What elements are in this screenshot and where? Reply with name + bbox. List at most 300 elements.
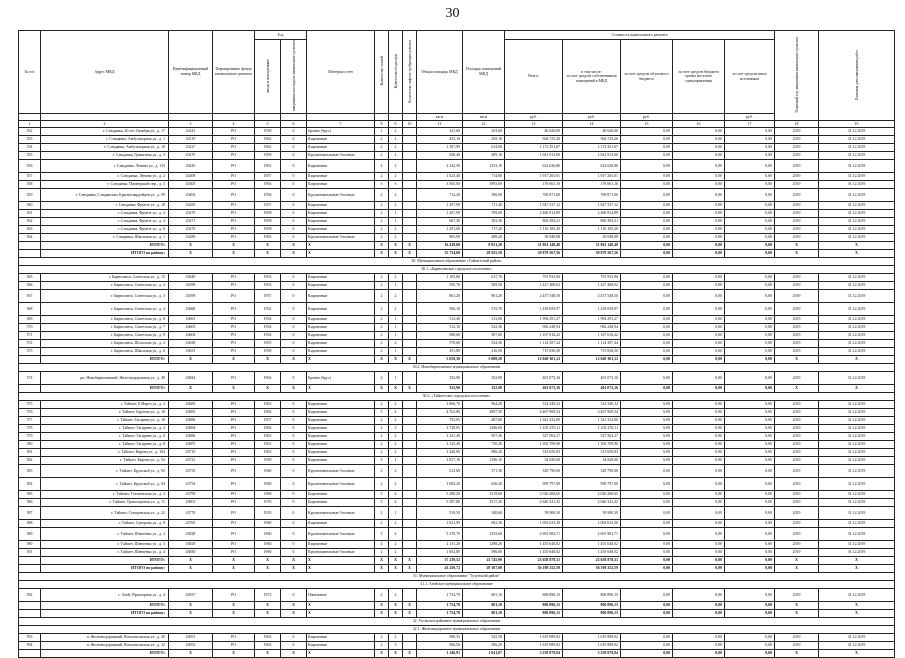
table-cell: 0,00: [621, 348, 673, 356]
table-cell: 507,60: [463, 332, 505, 340]
header-no: № п/п: [19, 31, 41, 114]
table-cell: [19, 565, 41, 573]
table-cell: Кирпичные: [307, 634, 375, 642]
table-cell: 31.12.2019: [819, 478, 895, 491]
table-cell: 1 021,90: [417, 520, 463, 528]
table-cell: 487,80: [463, 417, 505, 425]
table-cell: 1963: [255, 181, 281, 189]
table-cell: 0,00: [673, 181, 725, 189]
table-cell: X: [213, 602, 255, 610]
table-cell: 0: [281, 340, 307, 348]
table-cell: 715 836,50: [563, 348, 621, 356]
table-cell: X: [389, 650, 403, 658]
table-cell: 2: [375, 372, 389, 385]
table-cell: 2: [389, 441, 403, 449]
table-cell: 2: [375, 401, 389, 409]
table-cell: 31.12.2019: [819, 372, 895, 385]
table-cell: 0: [281, 210, 307, 218]
table-cell: РО: [213, 181, 255, 189]
table-cell: 4: [389, 499, 403, 507]
table-cell: Крупнопанельные/ блочные: [307, 507, 375, 520]
table-cell: 1960: [255, 549, 281, 557]
table-cell: [403, 499, 417, 507]
header-total: Всего:: [505, 40, 563, 114]
table-cell: 43937: [169, 589, 213, 602]
table-cell: 2: [375, 152, 389, 160]
header-year-completion: Плановый год завершения капитального ремонта: [775, 31, 819, 121]
table-cell: 31.12.2019: [819, 589, 895, 602]
table-cell: 554: [19, 144, 41, 152]
table-cell: 0,00: [725, 385, 775, 393]
table-cell: 31.12.2019: [819, 491, 895, 499]
table-cell: 1 392 709,90: [505, 441, 563, 449]
unit-rub2: руб.: [563, 114, 621, 121]
table-cell: 2019: [775, 282, 819, 290]
table-cell: 1 082,20: [417, 478, 463, 491]
table-cell: 0,00: [673, 634, 725, 642]
table-cell: X: [819, 565, 895, 573]
table-cell: 0,00: [621, 541, 673, 549]
table-cell: 1 418 659,97: [505, 303, 563, 316]
column-number: 7: [307, 121, 375, 128]
table-cell: г. Тайшет, Гагарина ул., д. 8: [41, 441, 169, 449]
table-cell: 0: [281, 478, 307, 491]
table-cell: 0,00: [725, 332, 775, 340]
table-cell: 2: [389, 290, 403, 303]
table-cell: 43119: [169, 136, 213, 144]
table-cell: 314 340,32: [505, 401, 563, 409]
table-row: [19, 478, 895, 491]
table-cell: 4: [375, 541, 389, 549]
table-cell: 0,00: [725, 324, 775, 332]
table-cell: Кирпичные: [307, 441, 375, 449]
table-cell: 1993,60: [463, 181, 505, 189]
table-cell: г. Слюдянка, Слюдянских Красногвардейцев ул., д. 59: [41, 189, 169, 202]
table-cell: 31.12.2019: [819, 136, 895, 144]
table-cell: 791 933,96: [563, 274, 621, 282]
table-cell: 2 466 914,89: [563, 210, 621, 218]
table-cell: 717,20: [463, 226, 505, 234]
table-cell: 1955: [255, 340, 281, 348]
table-cell: г. Слюдянка, Амбулаторная ул., д. 1: [41, 136, 169, 144]
table-cell: 1 297,90: [417, 202, 463, 210]
table-cell: 0,00: [725, 499, 775, 507]
table-cell: 314 340,32: [563, 401, 621, 409]
table-cell: 1939: [255, 128, 281, 136]
table-cell: 39 048,08: [505, 234, 563, 242]
table-cell: 0,00: [621, 385, 673, 393]
table-row: [19, 449, 895, 457]
table-row: [19, 181, 895, 189]
table-cell: Кирпичные: [307, 324, 375, 332]
table-cell: 588: [19, 520, 41, 528]
section-heading-row: [19, 626, 895, 634]
table-cell: [403, 316, 417, 324]
table-row: [19, 528, 895, 541]
table-cell: [403, 642, 417, 650]
table-cell: 1 754,70: [417, 589, 463, 602]
table-cell: 352,90: [463, 372, 505, 385]
table-cell: 0,00: [725, 433, 775, 441]
table-cell: 0,00: [621, 218, 673, 226]
table-cell: 12 049 301,12: [505, 356, 563, 364]
table-cell: 0,00: [621, 449, 673, 457]
section-heading-row: [19, 393, 895, 401]
table-cell: 769 871,00: [563, 189, 621, 202]
table-cell: X: [307, 565, 375, 573]
header-floors: Количество этажей: [375, 31, 389, 114]
table-cell: 2019: [775, 491, 819, 499]
table-cell: 2: [389, 274, 403, 282]
table-cell: X: [255, 650, 281, 658]
table-cell: 578: [19, 425, 41, 433]
table-cell: X: [819, 602, 895, 610]
table-cell: X: [775, 650, 819, 658]
table-cell: 2: [389, 202, 403, 210]
table-cell: [19, 385, 41, 393]
table-cell: X: [403, 356, 417, 364]
table-cell: Бревно (брус): [307, 372, 375, 385]
table-cell: 0,00: [725, 520, 775, 528]
table-cell: 401 073,16: [563, 372, 621, 385]
table-cell: 682,30: [463, 520, 505, 528]
table-cell: 614,00: [463, 144, 505, 152]
table-cell: 1 619 989,92: [505, 634, 563, 642]
table-cell: 0,00: [725, 557, 775, 565]
table-cell: [403, 290, 417, 303]
table-cell: 31.12.2019: [819, 409, 895, 417]
table-cell: 1953: [255, 274, 281, 282]
table-cell: 1 455 648,02: [505, 549, 563, 557]
table-cell: 865 494,31: [563, 218, 621, 226]
table-cell: 617,70: [463, 274, 505, 282]
header-total-area: Общая площадь МКД: [417, 31, 463, 114]
table-cell: 566: [19, 282, 41, 290]
table-cell: 0,00: [673, 499, 725, 507]
table-cell: 43828: [169, 528, 213, 541]
unit-m2a: кв.м: [417, 114, 463, 121]
table-cell: 31.12.2019: [819, 541, 895, 549]
table-cell: 0,00: [621, 144, 673, 152]
table-cell: 2019: [775, 409, 819, 417]
total-row: [19, 242, 895, 250]
table-cell: 1286,60: [463, 425, 505, 433]
table-cell: 0,00: [725, 152, 775, 160]
table-cell: 1 341,40: [417, 433, 463, 441]
table-cell: Кирпичные: [307, 642, 375, 650]
table-cell: 0,00: [621, 409, 673, 417]
table-cell: ИТОГО:: [41, 242, 169, 250]
table-cell: 0: [281, 202, 307, 210]
total-row: [19, 557, 895, 565]
table-cell: 567: [19, 290, 41, 303]
table-cell: 313 650,83: [505, 449, 563, 457]
column-number: 9: [389, 121, 403, 128]
table-cell: 0,00: [725, 160, 775, 173]
table-cell: 2: [375, 226, 389, 234]
table-cell: 0,00: [621, 210, 673, 218]
table-cell: 2 242,50: [417, 160, 463, 173]
table-cell: 2019: [775, 332, 819, 340]
table-cell: 2019: [775, 401, 819, 409]
column-numbers-row: [19, 121, 895, 128]
table-cell: 2: [389, 160, 403, 173]
table-cell: 0: [281, 457, 307, 465]
table-cell: 0,00: [673, 478, 725, 491]
table-cell: 0,00: [725, 290, 775, 303]
table-cell: 43801: [169, 499, 213, 507]
table-row: [19, 409, 895, 417]
table-cell: X: [375, 610, 389, 618]
table-cell: 0,00: [621, 173, 673, 181]
table-cell: РО: [213, 541, 255, 549]
section-heading-row: [19, 266, 895, 274]
table-cell: 0,00: [673, 457, 725, 465]
table-cell: 1964: [255, 409, 281, 417]
table-cell: 0,00: [673, 340, 725, 348]
table-cell: РО: [213, 160, 255, 173]
table-cell: РО: [213, 173, 255, 181]
table-cell: 957,30: [463, 433, 505, 441]
table-cell: 1 619 989,92: [563, 642, 621, 650]
table-cell: 31.12.2019: [819, 218, 895, 226]
table-cell: 582: [19, 457, 41, 465]
column-number: 19: [819, 121, 895, 128]
table-cell: 909 797,09: [563, 478, 621, 491]
table-cell: 1 917 265,01: [505, 173, 563, 181]
table-cell: 31.12.2019: [819, 189, 895, 202]
table-cell: X: [775, 250, 819, 258]
table-cell: 806 896,15: [563, 602, 621, 610]
table-cell: 40 626,00: [563, 128, 621, 136]
table-cell: 0,00: [621, 303, 673, 316]
table-cell: 806 896,15: [505, 602, 563, 610]
table-cell: 34 820,00: [563, 457, 621, 465]
section-heading-row: [19, 258, 895, 266]
table-cell: 0: [281, 136, 307, 144]
table-cell: 0,00: [673, 324, 725, 332]
table-cell: 1953: [255, 282, 281, 290]
table-cell: 327 563,27: [505, 433, 563, 441]
table-cell: X: [255, 602, 281, 610]
table-cell: 0,00: [621, 242, 673, 250]
table-cell: Кирпичные: [307, 226, 375, 234]
table-cell: 0: [281, 218, 307, 226]
table-cell: X: [307, 385, 375, 393]
table-cell: 2 466 914,89: [505, 210, 563, 218]
table-cell: 2 640 341,42: [563, 499, 621, 507]
table-cell: 2019: [775, 202, 819, 210]
table-cell: X: [389, 250, 403, 258]
table-cell: 5: [375, 528, 389, 541]
column-number: 18: [775, 121, 819, 128]
table-row: [19, 144, 895, 152]
table-cell: 1958: [255, 226, 281, 234]
table-cell: [403, 478, 417, 491]
table-cell: 0,00: [673, 316, 725, 324]
table-row: [19, 290, 895, 303]
table-cell: 29 107,00: [463, 565, 505, 573]
table-cell: [19, 557, 41, 565]
table-cell: 0,00: [725, 372, 775, 385]
table-cell: РО: [213, 449, 255, 457]
table-cell: Кирпичные: [307, 340, 375, 348]
table-cell: 0,00: [621, 433, 673, 441]
table-cell: ИТОГО по району:: [41, 250, 169, 258]
table-cell: п. Железнодорожный, Комсомольская ул., д. 30: [41, 634, 169, 642]
table-cell: 2 437 548,50: [505, 290, 563, 303]
table-cell: 327 563,27: [563, 433, 621, 441]
table-cell: 43629: [169, 340, 213, 348]
table-cell: X: [403, 250, 417, 258]
table-cell: РО: [213, 136, 255, 144]
table-row: [19, 234, 895, 242]
table-cell: X: [281, 610, 307, 618]
header-address: Адрес МКД: [41, 31, 169, 114]
table-cell: 2: [375, 449, 389, 457]
table-cell: [19, 242, 41, 250]
table-cell: 2: [389, 417, 403, 425]
table-cell: 2019: [775, 226, 819, 234]
table-cell: 2: [375, 303, 389, 316]
table-cell: [403, 303, 417, 316]
section-heading: 30.3. «Тайшетское городское поселение»: [19, 393, 895, 401]
table-row: [19, 465, 895, 478]
table-cell: 569: [19, 316, 41, 324]
table-cell: 586: [19, 499, 41, 507]
table-cell: 451,80: [417, 348, 463, 356]
table-cell: 23 658 878,31: [563, 557, 621, 565]
table-row: [19, 499, 895, 507]
table-cell: 2: [375, 417, 389, 425]
table-cell: 0,00: [673, 541, 725, 549]
table-cell: 2019: [775, 634, 819, 642]
table-cell: 2: [375, 340, 389, 348]
table-cell: Кирпичные: [307, 417, 375, 425]
table-cell: 3: [375, 457, 389, 465]
table-cell: 0,00: [725, 356, 775, 364]
column-number: 12: [463, 121, 505, 128]
table-cell: 2: [389, 144, 403, 152]
table-cell: [403, 136, 417, 144]
table-cell: 495,10: [463, 152, 505, 160]
table-cell: [403, 417, 417, 425]
table-cell: 43952: [169, 642, 213, 650]
table-cell: 3517,20: [463, 499, 505, 507]
table-cell: [403, 160, 417, 173]
table-cell: РО: [213, 210, 255, 218]
table-cell: г. Слюдянка, Пионерский пер., д. 3: [41, 181, 169, 189]
table-cell: 512,10: [417, 324, 463, 332]
table-cell: 36 109 252,59: [563, 565, 621, 573]
table-cell: 0: [281, 303, 307, 316]
table-cell: 920,40: [417, 152, 463, 160]
table-cell: ИТОГО:: [41, 557, 169, 565]
table-row: [19, 282, 895, 290]
table-cell: [403, 528, 417, 541]
table-cell: г. Слюдянка, 40 лет Октября ул., д. 17: [41, 128, 169, 136]
table-cell: 2019: [775, 507, 819, 520]
table-row: [19, 136, 895, 144]
table-cell: 31.12.2019: [819, 340, 895, 348]
table-cell: 31.12.2019: [819, 332, 895, 340]
table-cell: 43 250,72: [417, 565, 463, 573]
table-cell: 1957: [255, 173, 281, 181]
table-cell: 553: [19, 136, 41, 144]
table-cell: 341,60: [417, 128, 463, 136]
table-cell: X: [307, 356, 375, 364]
table-cell: РО: [213, 303, 255, 316]
table-cell: 0: [281, 324, 307, 332]
table-cell: 35 734,00: [417, 250, 463, 258]
table-cell: 0,00: [621, 274, 673, 282]
table-cell: г. Слюдянка, Амбулаторная ул., д. 10: [41, 144, 169, 152]
table-cell: 574: [19, 372, 41, 385]
table-cell: 0,00: [621, 610, 673, 618]
table-cell: 565: [19, 274, 41, 282]
table-row: [19, 425, 895, 433]
table-cell: 0,00: [725, 136, 775, 144]
table-cell: 1 023,40: [417, 173, 463, 181]
table-cell: 0,00: [621, 152, 673, 160]
header-other: за счет средств иных источников: [725, 40, 775, 114]
table-cell: 2: [375, 290, 389, 303]
table-cell: 613,60: [417, 465, 463, 478]
table-cell: X: [281, 356, 307, 364]
table-cell: г. Бирюсинск, Советская ул., д. 3: [41, 290, 169, 303]
table-cell: Крупнопанельные/ блочные: [307, 549, 375, 557]
table-cell: г. Тайшет, Кирова ул., д. 92: [41, 457, 169, 465]
table-cell: 5 658,30: [417, 356, 463, 364]
table-cell: X: [281, 385, 307, 393]
table-cell: X: [169, 610, 213, 618]
table-cell: 31.12.2019: [819, 181, 895, 189]
header-regional: за счет средств областного бюджета: [621, 40, 673, 114]
table-cell: 0,00: [673, 520, 725, 528]
table-cell: [403, 441, 417, 449]
table-cell: 712,20: [417, 189, 463, 202]
table-cell: 11 861 148,48: [505, 242, 563, 250]
table-cell: 0,00: [621, 250, 673, 258]
table-cell: 371,30: [463, 465, 505, 478]
table-cell: 2: [389, 173, 403, 181]
table-cell: 1298,20: [463, 541, 505, 549]
column-number: 17: [725, 121, 775, 128]
table-cell: 0,00: [725, 465, 775, 478]
table-cell: X: [389, 602, 403, 610]
table-row: [19, 457, 895, 465]
table-cell: РО: [213, 634, 255, 642]
table-cell: 42598: [169, 282, 213, 290]
table-cell: 3 239 979,84: [505, 650, 563, 658]
table-cell: [403, 218, 417, 226]
total-row: [19, 356, 895, 364]
unit-rub3: руб.: [621, 114, 673, 121]
section-heading-row: [19, 618, 895, 626]
table-cell: 31.12.2019: [819, 303, 895, 316]
column-number: 3: [169, 121, 213, 128]
table-cell: ИТОГО:: [41, 602, 169, 610]
table-cell: г. Тайшет, Суворова ул., д. 8: [41, 520, 169, 528]
table-cell: 2: [375, 441, 389, 449]
section-heading-row: [19, 364, 895, 372]
table-cell: 31.12.2019: [819, 173, 895, 181]
table-cell: 1968: [255, 491, 281, 499]
table-cell: X: [281, 557, 307, 565]
table-cell: 1 994 291,27: [563, 316, 621, 324]
table-cell: X: [255, 610, 281, 618]
table-cell: 909 797,09: [505, 478, 563, 491]
